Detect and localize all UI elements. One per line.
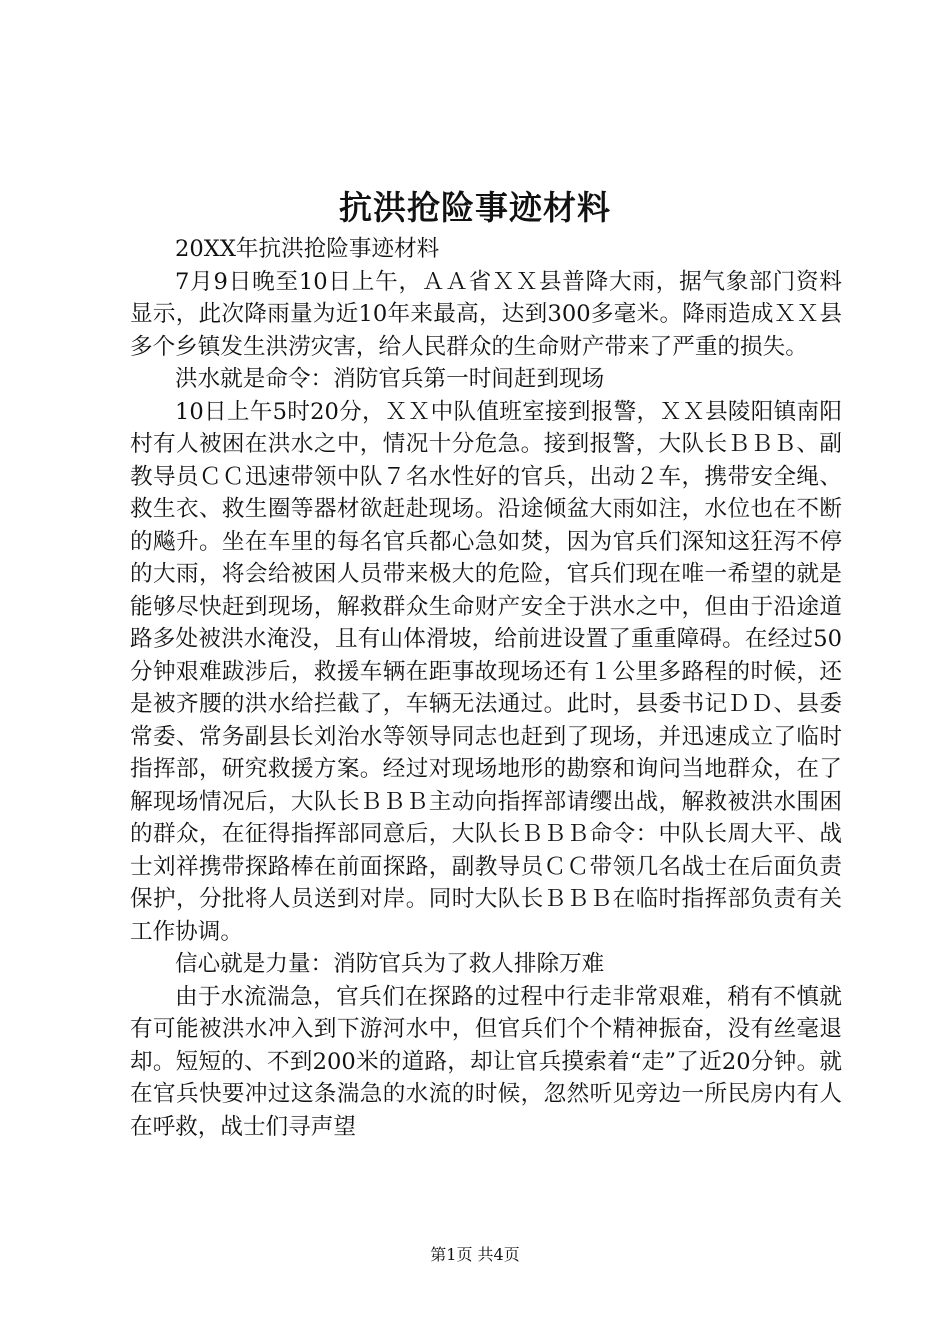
section-heading-2: 信心就是力量：消防官兵为了救人排除万难 (175, 951, 605, 977)
page-footer: 第1页 共4页 (430, 1245, 520, 1264)
section-2-paragraph: 由于水流湍急，官兵们在探路的过程中行走非常艰难，稍有不慎就有可能被洪水冲入到下游河水中，但官兵们个个精神振奋，没有丝毫退却。短短的、不到200米的道路，却让官兵摸索着“走”了近20分钟。就在官兵快要冲过这条湍急的水流的时候，忽然听见旁边一所民房内有人在呼救，战士们寻声望 (130, 983, 842, 1140)
document-body (130, 233, 842, 1143)
document-title: 抗洪抢险事迹材料 (339, 188, 611, 227)
section-1-paragraph: 10日上午5时20分，ＸＸ中队值班室接到报警，ＸＸ县陵阳镇南阳村有人被困在洪水之中，情况十分危急。接到报警，大队长ＢＢＢ、副教导员ＣＣ迅速带领中队７名水性好的官兵，出动２车，携带安全绳、救生衣、救生圈等器材欲赶赴现场。沿途倾盆大雨如注，水位也在不断的飚升。坐在车里的每名官兵都心急如焚，因为官兵们深知这狂泻不停的大雨，将会给被困人员带来极大的危险，官兵们现在唯一希望的就是能够尽快赶到现场，解救群众生命财产安全于洪水之中，但由于沿途道路多处被洪水淹没，且有山体滑坡，给前进设置了重重障碍。在经过50分钟艰难跋涉后，救援车辆在距事故现场还有１公里多路程的时候，还是被齐腰的洪水给拦截了，车辆无法通过。此时，县委书记ＤＤ、县委常委、常务副县长刘治水等领导同志也赶到了现场，并迅速成立了临时指挥部，研究救援方案。经过对现场地形的勘察和询问当地群众，在了解现场情况后，大队长ＢＢＢ主动向指挥部请缨出战，解救被洪水围困的群众，在征得指挥部同意后，大队长ＢＢＢ命令：中队长周大平、战士刘祥携带探路棒在前面探路，副教导员ＣＣ带领几名战士在后面负责保护，分批将人员送到对岸。同时大队长ＢＢＢ在临时指挥部负责有关工作协调。 (130, 398, 842, 945)
subtitle-paragraph: 20XX年抗洪抢险事迹材料 (175, 236, 440, 262)
intro-paragraph: 7月9日晚至10日上午，ＡＡ省ＸＸ县普降大雨，据气象部门资料显示，此次降雨量为近10年来最高，达到300多毫米。降雨造成ＸＸ县多个乡镇发生洪涝灾害，给人民群众的生命财产带来了严重的损失。 (130, 268, 842, 360)
section-heading-1: 洪水就是命令：消防官兵第一时间赶到现场 (175, 366, 605, 392)
